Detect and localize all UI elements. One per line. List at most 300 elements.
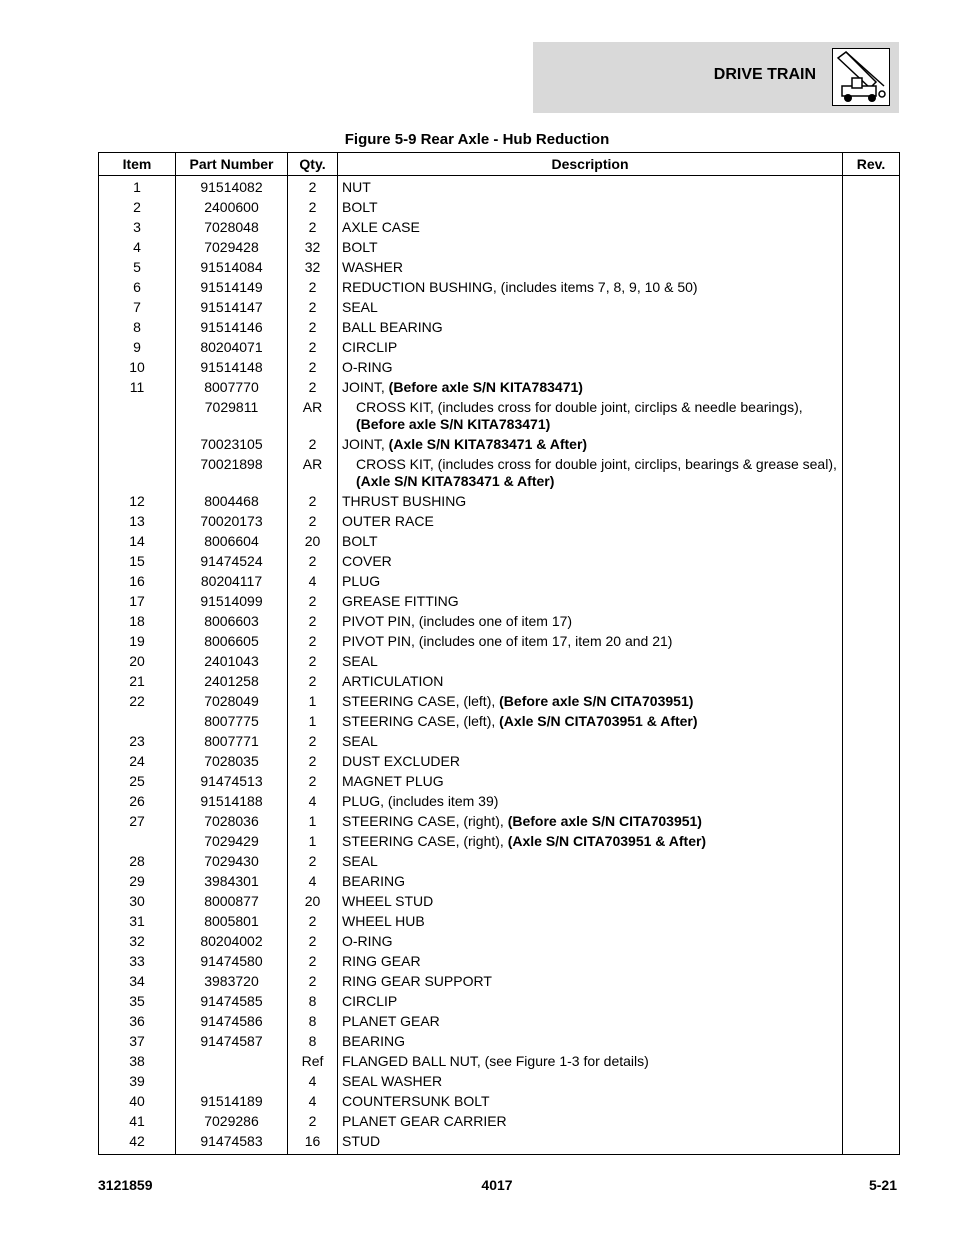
rev-cell: [843, 892, 900, 912]
description-cell: [338, 632, 843, 652]
rev-cell: [843, 952, 900, 972]
rev-cell: [843, 218, 900, 238]
description-serial-note: (Before axle S/N KITA783471): [388, 379, 583, 395]
qty-cell: 2: [288, 278, 338, 298]
part-number-cell: 7029430: [176, 852, 288, 872]
description-cell: [338, 812, 843, 832]
footer-model: 4017: [481, 1177, 513, 1193]
item-cell: 16: [99, 572, 176, 592]
qty-cell: 2: [288, 512, 338, 532]
item-cell: 42: [99, 1132, 176, 1155]
rev-cell: [843, 258, 900, 278]
description-cell: [338, 752, 843, 772]
qty-cell: 20: [288, 892, 338, 912]
description-cell: [338, 1092, 843, 1112]
description-text: GREASE FITTING: [342, 593, 459, 609]
description-text: DUST EXCLUDER: [342, 753, 460, 769]
part-number-cell: 91514146: [176, 318, 288, 338]
description-cell: [338, 435, 843, 455]
qty-cell: 2: [288, 298, 338, 318]
rev-cell: [843, 1072, 900, 1092]
item-cell: 21: [99, 672, 176, 692]
table-row: [99, 455, 900, 492]
part-number-cell: 80204071: [176, 338, 288, 358]
description-cell: [338, 278, 843, 298]
rev-cell: [843, 378, 900, 398]
description-serial-note: (Axle S/N KITA783471 & After): [356, 473, 555, 489]
description-text: PLANET GEAR CARRIER: [342, 1113, 507, 1129]
rev-cell: [843, 278, 900, 298]
part-number-cell: 8004468: [176, 492, 288, 512]
description-text: RING GEAR SUPPORT: [342, 973, 492, 989]
description-text: SEAL WASHER: [342, 1073, 443, 1089]
qty-cell: 8: [288, 1032, 338, 1052]
description-cell: [338, 552, 843, 572]
item-cell: 1: [99, 176, 176, 199]
qty-cell: 2: [288, 932, 338, 952]
item-cell: 30: [99, 892, 176, 912]
description-cell: [338, 1052, 843, 1072]
table-row: [99, 612, 900, 632]
table-row: [99, 278, 900, 298]
description-text: SEAL: [342, 653, 378, 669]
table-row: [99, 238, 900, 258]
description-cell: [338, 672, 843, 692]
qty-cell: 8: [288, 1012, 338, 1032]
part-number-cell: 70023105: [176, 435, 288, 455]
rev-cell: [843, 672, 900, 692]
description-cell: [338, 692, 843, 712]
item-cell: [99, 435, 176, 455]
column-header-rev: Rev.: [843, 153, 900, 176]
rev-cell: [843, 592, 900, 612]
description-text: AXLE CASE: [342, 219, 420, 235]
section-title: DRIVE TRAIN: [713, 66, 816, 83]
description-text: SEAL: [342, 299, 378, 315]
description-text: SEAL: [342, 733, 378, 749]
rev-cell: [843, 338, 900, 358]
rev-cell: [843, 732, 900, 752]
item-cell: 19: [99, 632, 176, 652]
part-number-cell: 3984301: [176, 872, 288, 892]
part-number-cell: 91514147: [176, 298, 288, 318]
part-number-cell: 8006605: [176, 632, 288, 652]
item-cell: 20: [99, 652, 176, 672]
part-number-cell: 91474585: [176, 992, 288, 1012]
table-header-row: [99, 153, 900, 176]
description-text: STEERING CASE, (left),: [342, 713, 500, 729]
part-number-cell: 91514189: [176, 1092, 288, 1112]
description-cell: [338, 772, 843, 792]
description-text: PLANET GEAR: [342, 1013, 440, 1029]
rev-cell: [843, 1112, 900, 1132]
item-cell: 2: [99, 198, 176, 218]
description-text: WHEEL STUD: [342, 893, 434, 909]
part-number-cell: 7028035: [176, 752, 288, 772]
rev-cell: [843, 1052, 900, 1072]
rev-cell: [843, 1012, 900, 1032]
description-cell: [338, 792, 843, 812]
part-number-cell: 7028036: [176, 812, 288, 832]
table-row: [99, 358, 900, 378]
qty-cell: 1: [288, 692, 338, 712]
part-number-cell: 91474513: [176, 772, 288, 792]
description-text: BOLT: [342, 533, 378, 549]
table-row: [99, 1092, 900, 1112]
item-cell: 18: [99, 612, 176, 632]
description-cell: [338, 1112, 843, 1132]
description-cell: [338, 872, 843, 892]
part-number-cell: 7029429: [176, 832, 288, 852]
qty-cell: 16: [288, 1132, 338, 1155]
description-text: CIRCLIP: [342, 339, 398, 355]
rev-cell: [843, 176, 900, 199]
description-cell: [338, 198, 843, 218]
table-row: [99, 772, 900, 792]
rev-cell: [843, 652, 900, 672]
footer-page-number: 5-21: [868, 1177, 897, 1193]
rev-cell: [843, 1132, 900, 1155]
rev-cell: [843, 932, 900, 952]
rev-cell: [843, 972, 900, 992]
table-row: [99, 1132, 900, 1155]
table-row: [99, 652, 900, 672]
qty-cell: 4: [288, 1092, 338, 1112]
table-row: [99, 378, 900, 398]
rev-cell: [843, 612, 900, 632]
item-cell: 17: [99, 592, 176, 612]
qty-cell: 20: [288, 532, 338, 552]
description-cell: [338, 455, 843, 492]
description-serial-note: (Axle S/N CITA703951 & After): [499, 713, 698, 729]
part-number-cell: [176, 1072, 288, 1092]
description-text: JOINT,: [342, 436, 389, 452]
rev-cell: [843, 1032, 900, 1052]
column-header-item: Item: [99, 153, 176, 176]
part-number-cell: 2400600: [176, 198, 288, 218]
part-number-cell: 91514099: [176, 592, 288, 612]
description-text: THRUST BUSHING: [342, 493, 467, 509]
table-row: [99, 532, 900, 552]
description-cell: [338, 932, 843, 952]
description-text: CROSS KIT, (includes cross for double joint, circlips, bearings & grease seal),: [356, 456, 837, 472]
table-row: [99, 176, 900, 199]
item-cell: 40: [99, 1092, 176, 1112]
description-cell: [338, 492, 843, 512]
rev-cell: [843, 512, 900, 532]
table-row: [99, 872, 900, 892]
item-cell: 39: [99, 1072, 176, 1092]
description-cell: [338, 992, 843, 1012]
part-number-cell: 91474524: [176, 552, 288, 572]
qty-cell: 2: [288, 972, 338, 992]
description-text: STEERING CASE, (right),: [342, 833, 508, 849]
table-row: [99, 198, 900, 218]
table-row: [99, 1072, 900, 1092]
table-row: [99, 1112, 900, 1132]
part-number-cell: 80204002: [176, 932, 288, 952]
description-text: OUTER RACE: [342, 513, 434, 529]
rev-cell: [843, 632, 900, 652]
table-row: [99, 892, 900, 912]
part-number-cell: 91514188: [176, 792, 288, 812]
item-cell: 13: [99, 512, 176, 532]
part-number-cell: 8005801: [176, 912, 288, 932]
description-text: WASHER: [342, 259, 403, 275]
table-row: [99, 592, 900, 612]
item-cell: 36: [99, 1012, 176, 1032]
rev-cell: [843, 238, 900, 258]
item-cell: 22: [99, 692, 176, 712]
description-text: NUT: [342, 179, 371, 195]
rev-cell: [843, 692, 900, 712]
description-text: CIRCLIP: [342, 993, 398, 1009]
item-cell: [99, 455, 176, 492]
item-cell: 7: [99, 298, 176, 318]
description-serial-note: (Axle S/N CITA703951 & After): [507, 833, 707, 849]
column-header-description: Description: [338, 153, 843, 176]
table-row: [99, 832, 900, 852]
qty-cell: 2: [288, 612, 338, 632]
part-number-cell: 7029811: [176, 398, 288, 435]
description-cell: [338, 832, 843, 852]
item-cell: 29: [99, 872, 176, 892]
item-cell: [99, 832, 176, 852]
item-cell: 37: [99, 1032, 176, 1052]
part-number-cell: 70020173: [176, 512, 288, 532]
rev-cell: [843, 832, 900, 852]
item-cell: 10: [99, 358, 176, 378]
table-row: [99, 712, 900, 732]
table-row: [99, 552, 900, 572]
qty-cell: 2: [288, 318, 338, 338]
description-cell: [338, 512, 843, 532]
part-number-cell: 8007771: [176, 732, 288, 752]
qty-cell: 1: [288, 712, 338, 732]
footer-document-number: 3121859: [98, 1177, 153, 1193]
part-number-cell: 91474580: [176, 952, 288, 972]
table-row: [99, 912, 900, 932]
description-cell: [338, 1132, 843, 1155]
description-cell: [338, 238, 843, 258]
item-cell: 6: [99, 278, 176, 298]
part-number-cell: 7028049: [176, 692, 288, 712]
qty-cell: 4: [288, 792, 338, 812]
part-number-cell: 91514082: [176, 176, 288, 199]
table-row: [99, 298, 900, 318]
description-text: SEAL: [342, 853, 378, 869]
rev-cell: [843, 435, 900, 455]
rev-cell: [843, 752, 900, 772]
column-header-part-number: Part Number: [176, 153, 288, 176]
item-cell: 28: [99, 852, 176, 872]
description-cell: [338, 318, 843, 338]
description-serial-note: (Before axle S/N CITA703951): [499, 693, 694, 709]
table-row: [99, 318, 900, 338]
table-row: [99, 1032, 900, 1052]
description-text: O-RING: [342, 359, 393, 375]
table-row: [99, 932, 900, 952]
description-text: PLUG: [342, 573, 381, 589]
description-text: MAGNET PLUG: [342, 773, 444, 789]
description-text: BOLT: [342, 199, 378, 215]
qty-cell: 2: [288, 176, 338, 199]
qty-cell: 2: [288, 952, 338, 972]
item-cell: 9: [99, 338, 176, 358]
description-text: BOLT: [342, 239, 378, 255]
rev-cell: [843, 298, 900, 318]
item-cell: 4: [99, 238, 176, 258]
description-cell: [338, 1012, 843, 1032]
qty-cell: 2: [288, 378, 338, 398]
qty-cell: 1: [288, 812, 338, 832]
part-number-cell: 3983720: [176, 972, 288, 992]
rev-cell: [843, 792, 900, 812]
table-row: [99, 972, 900, 992]
rev-cell: [843, 1092, 900, 1112]
part-number-cell: 8006604: [176, 532, 288, 552]
description-cell: [338, 732, 843, 752]
description-text: RING GEAR: [342, 953, 421, 969]
qty-cell: 8: [288, 992, 338, 1012]
table-row: [99, 258, 900, 278]
description-cell: [338, 712, 843, 732]
table-row: [99, 1052, 900, 1072]
rev-cell: [843, 398, 900, 435]
description-text: BALL BEARING: [342, 319, 443, 335]
qty-cell: 2: [288, 652, 338, 672]
item-cell: 8: [99, 318, 176, 338]
description-cell: [338, 612, 843, 632]
item-cell: 32: [99, 932, 176, 952]
qty-cell: 2: [288, 492, 338, 512]
rev-cell: [843, 552, 900, 572]
description-cell: [338, 338, 843, 358]
rev-cell: [843, 872, 900, 892]
qty-cell: 32: [288, 258, 338, 278]
qty-cell: 2: [288, 1112, 338, 1132]
table-row: [99, 952, 900, 972]
figure-title: Figure 5-9 Rear Axle - Hub Reduction: [344, 131, 610, 148]
description-cell: [338, 218, 843, 238]
description-serial-note: (Before axle S/N CITA703951): [507, 813, 702, 829]
rev-cell: [843, 358, 900, 378]
description-text: WHEEL HUB: [342, 913, 425, 929]
description-text: REDUCTION BUSHING, (includes items 7, 8, 9, 10 & 50): [342, 279, 698, 295]
part-number-cell: 91474583: [176, 1132, 288, 1155]
description-text: STEERING CASE, (left),: [342, 693, 500, 709]
part-number-cell: 91474587: [176, 1032, 288, 1052]
description-cell: [338, 572, 843, 592]
qty-cell: 2: [288, 218, 338, 238]
item-cell: 14: [99, 532, 176, 552]
item-cell: 41: [99, 1112, 176, 1132]
table-row: [99, 812, 900, 832]
rev-cell: [843, 198, 900, 218]
item-cell: 33: [99, 952, 176, 972]
table-row: [99, 572, 900, 592]
item-cell: 11: [99, 378, 176, 398]
item-cell: 3: [99, 218, 176, 238]
table-row: [99, 492, 900, 512]
rev-cell: [843, 712, 900, 732]
table-row: [99, 992, 900, 1012]
part-number-cell: 91514084: [176, 258, 288, 278]
rev-cell: [843, 772, 900, 792]
description-cell: [338, 912, 843, 932]
qty-cell: 32: [288, 238, 338, 258]
qty-cell: 2: [288, 672, 338, 692]
description-cell: [338, 1032, 843, 1052]
part-number-cell: 8006603: [176, 612, 288, 632]
qty-cell: 2: [288, 198, 338, 218]
part-number-cell: 2401043: [176, 652, 288, 672]
qty-cell: 2: [288, 912, 338, 932]
description-cell: [338, 358, 843, 378]
table-row: [99, 398, 900, 435]
item-cell: 5: [99, 258, 176, 278]
qty-cell: 4: [288, 1072, 338, 1092]
item-cell: 35: [99, 992, 176, 1012]
qty-cell: 2: [288, 732, 338, 752]
description-text: STEERING CASE, (right),: [342, 813, 508, 829]
table-row: [99, 1012, 900, 1032]
part-number-cell: 91514148: [176, 358, 288, 378]
part-number-cell: 80204117: [176, 572, 288, 592]
description-text: FLANGED BALL NUT, (see Figure 1-3 for details): [342, 1053, 649, 1069]
qty-cell: 2: [288, 752, 338, 772]
table-row: [99, 852, 900, 872]
table-row: [99, 338, 900, 358]
table-row: [99, 752, 900, 772]
rev-cell: [843, 455, 900, 492]
qty-cell: 1: [288, 832, 338, 852]
rev-cell: [843, 572, 900, 592]
rev-cell: [843, 492, 900, 512]
description-cell: [338, 952, 843, 972]
description-cell: [338, 972, 843, 992]
item-cell: 27: [99, 812, 176, 832]
description-text: PLUG, (includes item 39): [342, 793, 499, 809]
rev-cell: [843, 852, 900, 872]
table-row: [99, 672, 900, 692]
rev-cell: [843, 318, 900, 338]
qty-cell: 2: [288, 435, 338, 455]
parts-table: [98, 152, 900, 1155]
part-number-cell: 91514149: [176, 278, 288, 298]
qty-cell: 4: [288, 572, 338, 592]
item-cell: 38: [99, 1052, 176, 1072]
description-text: BEARING: [342, 1033, 406, 1049]
description-cell: [338, 532, 843, 552]
item-cell: 23: [99, 732, 176, 752]
part-number-cell: 70021898: [176, 455, 288, 492]
description-text: COUNTERSUNK BOLT: [342, 1093, 490, 1109]
description-cell: [338, 892, 843, 912]
table-row: [99, 435, 900, 455]
qty-cell: 2: [288, 358, 338, 378]
description-text: CROSS KIT, (includes cross for double joint, circlips & needle bearings),: [356, 399, 803, 415]
qty-cell: 2: [288, 552, 338, 572]
rev-cell: [843, 912, 900, 932]
qty-cell: AR: [288, 455, 338, 492]
table-row: [99, 632, 900, 652]
description-serial-note: (Axle S/N KITA783471 & After): [388, 436, 588, 452]
description-text: PIVOT PIN, (includes one of item 17, item 20 and 21): [342, 633, 673, 649]
description-text: COVER: [342, 553, 392, 569]
qty-cell: Ref: [288, 1052, 338, 1072]
qty-cell: 2: [288, 772, 338, 792]
